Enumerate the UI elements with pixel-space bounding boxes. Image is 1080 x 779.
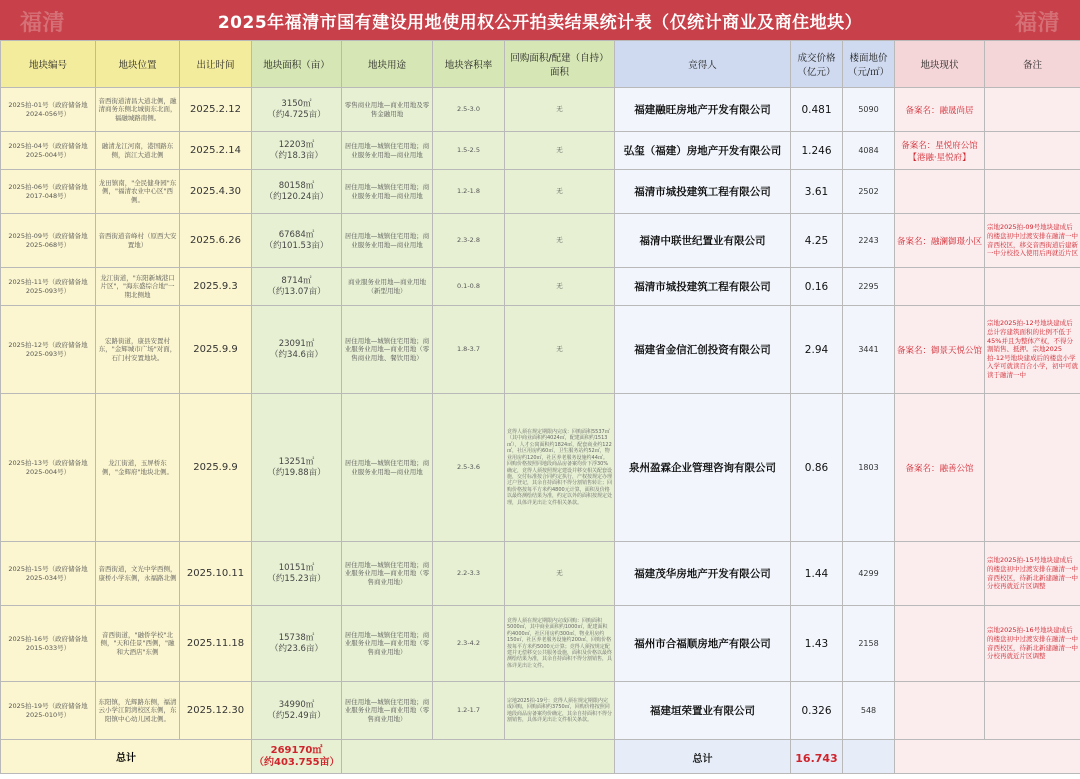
header-use: 地块用途 <box>342 41 433 88</box>
plot-far: 2.3-2.8 <box>456 236 481 245</box>
table-row <box>1 394 1080 542</box>
plot-status: 备案名：融澜御璟小区 <box>897 236 983 247</box>
auction-date: 2025.6.26 <box>190 235 241 246</box>
total-row <box>1 740 1080 774</box>
winning-bidder: 福建垣荣置业有限公司 <box>650 705 755 717</box>
cell-date <box>180 88 252 132</box>
plot-far: 0.1-0.8 <box>456 282 481 291</box>
header-far: 地块容积率 <box>433 41 505 88</box>
plot-location: 东阳镇，光辉路东侧，福清云小学江阴湾校区东侧，东阳镇中心幼儿园北侧。 <box>98 697 177 723</box>
cell-date <box>180 606 252 682</box>
cell-area <box>252 170 342 214</box>
cell-area <box>252 132 342 170</box>
cell-floor-price <box>843 394 895 542</box>
cell-code <box>1 88 96 132</box>
header-location: 地块位置 <box>96 41 180 88</box>
cell-buyer <box>615 306 791 394</box>
auction-date: 2025.4.30 <box>190 186 241 197</box>
cell-far <box>433 268 505 306</box>
cell-use <box>342 606 433 682</box>
cell-floor-price <box>843 170 895 214</box>
header-code: 地块编号 <box>1 41 96 88</box>
auction-date: 2025.12.30 <box>186 705 245 716</box>
cell-status <box>895 132 985 170</box>
watermark: 福清 <box>20 11 66 36</box>
plot-far: 1.2-1.7 <box>456 706 481 715</box>
cell-buyer <box>615 542 791 606</box>
auction-date: 2025.9.3 <box>193 281 238 292</box>
auction-date: 2025.9.9 <box>193 462 238 473</box>
total-floor-spacer <box>843 740 895 774</box>
plot-status: 备案名：星悦府公馆【港融·星悦府】 <box>901 140 978 163</box>
cell-floor-price <box>843 682 895 740</box>
plot-area-sqm: 8714㎡ <box>281 275 312 286</box>
total-area-sqm: 269170㎡ <box>270 744 323 756</box>
total-note-spacer <box>895 740 1080 774</box>
buyback-area: 竞得人须在规定期限内完成：回购面积5537㎡（其中商业面积约4024㎡，配建面积约1513㎡），人才公寓面积约1824㎡，配套商业约122㎡，社区用房约60㎡，卫生服务站约52㎡，物业用房约120㎡，社区养老服务设施约44㎡。回购价格按照同地段商品房备案均价下浮30%确定，竞得人须按照规定建设并移交相关配套设施，交付标准按合同约定执行，产权按规定办理过户登记，其余自持面积不得分割销售转让；回购价格按每平方米约4800元计算，面积及价格以最终测绘结果为准，约定以外的面积按规定处理，具体详见出让文件相关条款。 <box>507 429 613 506</box>
winning-bidder: 福建茂华房地产开发有限公司 <box>634 568 771 580</box>
table-row <box>1 132 1080 170</box>
floor-price: 2502 <box>858 187 879 196</box>
cell-date <box>180 214 252 268</box>
auction-date: 2025.2.12 <box>190 104 241 115</box>
plot-use: 零售商业用地—商业用地及零售金融用地 <box>344 101 430 118</box>
cell-status <box>895 214 985 268</box>
cell-far <box>433 682 505 740</box>
cell-use <box>342 214 433 268</box>
cell-date <box>180 542 252 606</box>
cell-buyback <box>505 606 615 682</box>
plot-far: 1.2-1.8 <box>456 187 481 196</box>
plot-area-mu: （约52.49亩） <box>267 710 326 721</box>
auction-date: 2025.11.18 <box>186 638 245 649</box>
cell-floor-price <box>843 132 895 170</box>
plot-code: 2025拍-09号（政府储备地2025-068号） <box>8 232 88 249</box>
cell-buyback <box>505 170 615 214</box>
cell-far <box>433 306 505 394</box>
cell-code <box>1 132 96 170</box>
header-buyer: 竞得人 <box>615 41 791 88</box>
floor-price: 4084 <box>858 146 879 155</box>
plot-use: 居住用地—城镇住宅用地；商业服务业用地—商业用地 <box>344 232 430 249</box>
plot-far: 2.5-3.0 <box>456 105 481 114</box>
plot-area-sqm: 23091㎡ <box>278 338 315 349</box>
plot-area-mu: （约4.725亩） <box>267 109 326 120</box>
deal-price: 1.246 <box>801 144 832 157</box>
results-table <box>0 40 1080 774</box>
floor-price: 2243 <box>858 236 879 245</box>
table-header-row <box>1 41 1080 88</box>
winning-bidder: 弘玺（福建）房地产开发有限公司 <box>623 145 782 157</box>
buyback-area: 宗地2025拍-19号：竞得人须在规定期限内完成回购，回购面积约3750㎡，回购价格按照同地段商品房备案均价确定，其余自持面积不得分割销售，具体详见出让文件相关条款。 <box>507 697 613 723</box>
cell-floor-price <box>843 268 895 306</box>
cell-far <box>433 542 505 606</box>
cell-status <box>895 682 985 740</box>
plot-code: 2025拍-06号（政府储备地2017-048号） <box>8 183 88 200</box>
cell-note <box>985 394 1080 542</box>
cell-date <box>180 306 252 394</box>
cell-price <box>791 394 843 542</box>
plot-note: 宗地2025拍-09号地块建成后的楼盘初中过渡安排在融清一中音西校区，移交音西街道后建新一中分校投入使用后再就近片区 <box>987 223 1078 258</box>
cell-location <box>96 542 180 606</box>
cell-use <box>342 132 433 170</box>
plot-code: 2025拍-15号（政府储备地2025-034号） <box>8 565 88 582</box>
table-row <box>1 268 1080 306</box>
buyback-area: 竞得人须在规定期限内完成回购：回购面积5000㎡，其中商业面积约1000㎡，配建面积约4000㎡，社区用房约300㎡，物业用房约150㎡，社区养老服务设施约200㎡，回购价格按每平方米约5000元计算；竞得人须按规定配建并无偿移交公共服务设施，面积及价格以最终测绘结果为准，其余自持面积不得分割销售，具体详见出让文件。 <box>507 617 613 669</box>
total-buyer-text: 总计 <box>692 754 713 765</box>
plot-note: 宗地2025拍-15号地块建成后的楼盘初中过渡安排在融清一中音西校区，待新北新建融清一中分校再就近片区调整 <box>987 556 1078 591</box>
plot-far: 2.5-3.6 <box>456 463 481 472</box>
cell-area <box>252 394 342 542</box>
cell-area <box>252 542 342 606</box>
plot-far: 2.3-4.2 <box>456 639 481 648</box>
plot-far: 2.2-3.3 <box>456 569 481 578</box>
buyback-area: 无 <box>556 105 563 114</box>
cell-buyback <box>505 394 615 542</box>
header-note: 备注 <box>985 41 1080 88</box>
plot-code: 2025拍-19号（政府储备地2025-010号） <box>8 702 88 719</box>
cell-date <box>180 132 252 170</box>
total-label: 总计 <box>1 740 252 774</box>
cell-buyer <box>615 132 791 170</box>
plot-location: 龙田镇南，"全民健身园"东侧，"福清农业中心区"西侧。 <box>98 178 177 204</box>
table-row <box>1 306 1080 394</box>
cell-use <box>342 170 433 214</box>
deal-price: 0.86 <box>804 461 829 474</box>
cell-code <box>1 394 96 542</box>
cell-note <box>985 682 1080 740</box>
cell-status <box>895 542 985 606</box>
table-row <box>1 88 1080 132</box>
total-price-value: 16.743 <box>795 752 838 765</box>
cell-use <box>342 394 433 542</box>
plot-status: 备案名：融晟尚居 <box>905 105 974 116</box>
cell-far <box>433 88 505 132</box>
floor-price: 2158 <box>858 639 879 648</box>
cell-use <box>342 88 433 132</box>
plot-area-sqm: 13251㎡ <box>278 456 315 467</box>
cell-note <box>985 268 1080 306</box>
plot-location: 音西街道，文光中学西侧，康桥小学东侧，永福路北侧 <box>98 565 177 582</box>
auction-date: 2025.2.14 <box>190 145 241 156</box>
header-status: 地块现状 <box>895 41 985 88</box>
plot-code: 2025拍-13号（政府储备地2025-004号） <box>8 459 88 476</box>
plot-use: 居住用地—城镇住宅用地；商业服务业用地—商业用地（零售商业用地） <box>344 630 430 656</box>
buyback-area: 无 <box>556 282 563 291</box>
plot-area-mu: （约101.53亩） <box>264 240 329 251</box>
plot-use: 商业服务业用地—商业用地（新型用地） <box>348 278 426 295</box>
deal-price: 0.326 <box>801 704 832 717</box>
floor-price: 3441 <box>858 345 879 354</box>
cell-price <box>791 170 843 214</box>
buyback-area: 无 <box>556 569 563 578</box>
plot-location: 音西街道音峰村（原西大安置地） <box>98 232 177 249</box>
cell-far <box>433 132 505 170</box>
plot-status: 备案名：御景天悦公馆 <box>897 345 983 356</box>
cell-far <box>433 394 505 542</box>
plot-area-mu: （约34.6亩） <box>270 349 323 360</box>
plot-code: 2025拍-01号（政府储备地2024-056号） <box>8 101 88 118</box>
plot-location: 融清龙江河南，港国路东侧，滨江大道北侧 <box>101 142 174 159</box>
cell-code <box>1 214 96 268</box>
cell-price <box>791 214 843 268</box>
table-row <box>1 170 1080 214</box>
cell-buyer <box>615 268 791 306</box>
cell-location <box>96 606 180 682</box>
cell-use <box>342 268 433 306</box>
cell-floor-price <box>843 214 895 268</box>
plot-code: 2025拍-12号（政府储备地2025-093号） <box>8 341 88 358</box>
plot-location: 音西街道清昌大道北侧，融清商务东侧北城街东北面，福融城路南侧。 <box>98 96 177 122</box>
page-title: 2025年福清市国有建设用地使用权公开拍卖结果统计表（仅统计商业及商住地块） <box>217 12 863 33</box>
winning-bidder: 福清市城投建筑工程有限公司 <box>634 186 771 198</box>
cell-buyer <box>615 394 791 542</box>
cell-status <box>895 170 985 214</box>
deal-price: 1.43 <box>804 637 829 650</box>
cell-price <box>791 132 843 170</box>
plot-code: 2025拍-11号（政府储备地2025-093号） <box>8 278 88 295</box>
cell-buyback <box>505 132 615 170</box>
cell-status <box>895 394 985 542</box>
cell-price <box>791 268 843 306</box>
plot-use: 居住用地—城镇住宅用地；商业服务业用地—商业用地 <box>344 142 430 159</box>
cell-location <box>96 682 180 740</box>
cell-price <box>791 306 843 394</box>
floor-price: 5090 <box>858 105 879 114</box>
header-price: 成交价格（亿元） <box>791 41 843 88</box>
cell-location <box>96 306 180 394</box>
header-buyback: 回购面积/配建（自持）面积 <box>505 41 615 88</box>
deal-price: 1.44 <box>804 567 829 580</box>
plot-area-sqm: 67684㎡ <box>278 229 315 240</box>
cell-buyer <box>615 170 791 214</box>
winning-bidder: 福清中联世纪置业有限公司 <box>639 235 766 247</box>
cell-buyer <box>615 606 791 682</box>
winning-bidder: 福州市合福顺房地产有限公司 <box>634 638 771 650</box>
cell-status <box>895 88 985 132</box>
cell-location <box>96 132 180 170</box>
header-date: 出让时间 <box>180 41 252 88</box>
plot-area-sqm: 12203㎡ <box>278 139 315 150</box>
plot-area-sqm: 34990㎡ <box>278 699 315 710</box>
cell-code <box>1 542 96 606</box>
cell-buyback <box>505 306 615 394</box>
plot-use: 居住用地—城镇住宅用地；商业服务业用地—商业用地（零售商业用地） <box>344 697 430 723</box>
plot-use: 居住用地—城镇住宅用地；商业服务业用地—商业用地（零售商业用地、餐饮用地） <box>344 336 430 362</box>
plot-use: 居住用地—城镇住宅用地；商业服务业用地—商业用地 <box>344 459 430 476</box>
cell-use <box>342 682 433 740</box>
header-floor-price: 楼面地价（元/㎡） <box>843 41 895 88</box>
cell-floor-price <box>843 606 895 682</box>
cell-note <box>985 214 1080 268</box>
cell-location <box>96 394 180 542</box>
plot-code: 2025拍-16号（政府储备地2015-033号） <box>8 635 88 652</box>
cell-date <box>180 682 252 740</box>
cell-code <box>1 306 96 394</box>
cell-note <box>985 170 1080 214</box>
cell-note <box>985 542 1080 606</box>
total-price <box>791 740 843 774</box>
deal-price: 0.481 <box>801 103 832 116</box>
total-area-mu: （约403.755亩） <box>254 756 340 768</box>
cell-far <box>433 214 505 268</box>
cell-area <box>252 306 342 394</box>
total-area <box>252 740 342 774</box>
cell-buyback <box>505 88 615 132</box>
table-row <box>1 214 1080 268</box>
total-buyer-label <box>615 740 791 774</box>
plot-area-sqm: 3150㎡ <box>281 98 312 109</box>
cell-date <box>180 268 252 306</box>
cell-date <box>180 394 252 542</box>
cell-buyback <box>505 542 615 606</box>
cell-area <box>252 682 342 740</box>
plot-code: 2025拍-04号（政府储备地2025-004号） <box>8 142 88 159</box>
plot-area-sqm: 15738㎡ <box>278 632 315 643</box>
cell-buyer <box>615 682 791 740</box>
buyback-area: 无 <box>556 187 563 196</box>
winning-bidder: 福清市城投建筑工程有限公司 <box>634 281 771 293</box>
buyback-area: 无 <box>556 236 563 245</box>
cell-price <box>791 606 843 682</box>
cell-location <box>96 170 180 214</box>
plot-area-mu: （约23.6亩） <box>270 643 323 654</box>
plot-note: 宗地2025拍-12号地块建成后总计容建筑面积的比例不低于45%并且为整体产权，不得分割销售、抵押。宗地2025拍-12号地块建成后的楼盘小学入学可就读百合小学，初中可就读于融清一中 <box>987 319 1078 379</box>
header-area: 地块面积（亩） <box>252 41 342 88</box>
cell-use <box>342 306 433 394</box>
deal-price: 3.61 <box>804 185 829 198</box>
auction-date: 2025.9.9 <box>193 344 238 355</box>
plot-location: 宏路街道，康县安置村东，"金辉城市广场"对面，石门村安置地块。 <box>98 336 177 362</box>
cell-area <box>252 214 342 268</box>
cell-buyer <box>615 214 791 268</box>
cell-far <box>433 170 505 214</box>
plot-status: 备案名：融善公馆 <box>905 463 974 474</box>
deal-price: 0.16 <box>804 280 829 293</box>
plot-location: 音西街道，"融侨学校"北侧，"天和佳景"西侧，"融和大酒店"东侧 <box>100 630 175 656</box>
cell-code <box>1 682 96 740</box>
plot-area-sqm: 10151㎡ <box>278 562 315 573</box>
floor-price: 1803 <box>858 463 879 472</box>
plot-location: 龙江街道，"东阳新城港口片区"，"海东盛综合地"一期北侧地 <box>100 273 175 299</box>
cell-status <box>895 306 985 394</box>
winning-bidder: 福建省金信汇创投资有限公司 <box>634 344 771 356</box>
cell-area <box>252 268 342 306</box>
cell-location <box>96 214 180 268</box>
floor-price: 548 <box>860 706 877 715</box>
cell-note <box>985 132 1080 170</box>
deal-price: 4.25 <box>804 234 829 247</box>
cell-code <box>1 606 96 682</box>
table-row <box>1 682 1080 740</box>
watermark: 福清 <box>1014 11 1060 36</box>
cell-note <box>985 306 1080 394</box>
cell-far <box>433 606 505 682</box>
plot-use: 居住用地—城镇住宅用地；商业服务业用地—商业用地 <box>344 183 430 200</box>
cell-location <box>96 268 180 306</box>
auction-date: 2025.10.11 <box>186 568 245 579</box>
plot-area-mu: （约120.24亩） <box>264 191 329 202</box>
plot-note: 宗地2025拍-16号地块建成后的楼盘初中过渡安排在融清一中音西校区，待新北新建融清一中分校再就近片区调整 <box>987 626 1078 661</box>
plot-far: 1.8-3.7 <box>456 345 481 354</box>
cell-price <box>791 88 843 132</box>
plot-location: 龙江街道，玉屏桥东侧，"金辉府"地块北侧。 <box>102 459 173 476</box>
plot-area-sqm: 80158㎡ <box>278 180 315 191</box>
cell-note <box>985 606 1080 682</box>
cell-price <box>791 682 843 740</box>
plot-area-mu: （约19.88亩） <box>267 467 326 478</box>
cell-note <box>985 88 1080 132</box>
cell-use <box>342 542 433 606</box>
cell-status <box>895 606 985 682</box>
winning-bidder: 泉州盈霖企业管理咨询有限公司 <box>629 462 776 474</box>
cell-area <box>252 606 342 682</box>
plot-use: 居住用地—城镇住宅用地；商业服务业用地—商业用地（零售商业用地） <box>344 560 430 586</box>
table-row <box>1 542 1080 606</box>
plot-area-mu: （约13.07亩） <box>267 286 326 297</box>
plot-far: 1.5-2.5 <box>456 146 481 155</box>
page-title-bar <box>0 0 1080 40</box>
cell-buyback <box>505 682 615 740</box>
cell-code <box>1 170 96 214</box>
cell-floor-price <box>843 542 895 606</box>
cell-buyer <box>615 88 791 132</box>
cell-buyback <box>505 268 615 306</box>
cell-floor-price <box>843 306 895 394</box>
cell-code <box>1 268 96 306</box>
cell-price <box>791 542 843 606</box>
cell-area <box>252 88 342 132</box>
total-spacer <box>342 740 615 774</box>
floor-price: 2295 <box>858 282 879 291</box>
cell-buyback <box>505 214 615 268</box>
floor-price: 4299 <box>858 569 879 578</box>
plot-area-mu: （约18.3亩） <box>270 150 323 161</box>
cell-floor-price <box>843 88 895 132</box>
table-row <box>1 606 1080 682</box>
buyback-area: 无 <box>556 146 563 155</box>
cell-date <box>180 170 252 214</box>
plot-area-mu: （约15.23亩） <box>267 573 326 584</box>
deal-price: 2.94 <box>804 343 829 356</box>
winning-bidder: 福建融旺房地产开发有限公司 <box>634 104 771 116</box>
buyback-area: 无 <box>556 345 563 354</box>
cell-status <box>895 268 985 306</box>
cell-location <box>96 88 180 132</box>
